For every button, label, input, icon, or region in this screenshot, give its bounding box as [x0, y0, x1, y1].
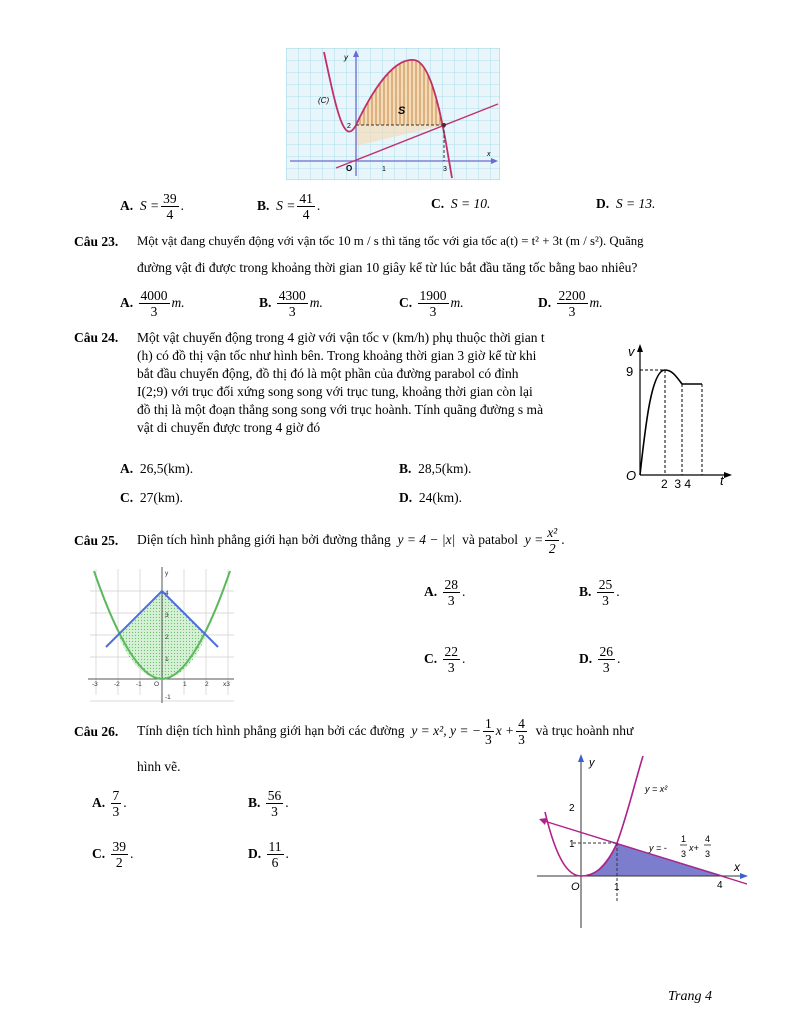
tick-xm1: -1	[136, 681, 142, 688]
label-c: (C)	[318, 96, 330, 105]
origin-label: O	[571, 881, 580, 893]
figure-q22	[286, 48, 500, 180]
label-y: y	[344, 53, 348, 62]
q23-text-line1: Một vật đang chuyển động với vận tốc 10 m / s thì tăng tốc với gia tốc a(t) = t² + 3t (m / s²). Quãng	[137, 234, 644, 248]
figure-q24	[620, 340, 740, 490]
q25-text: Diện tích hình phẳng giới hạn bởi đường thẳng y = 4 − |x| và patabol y = $\frac{\text{x²}}{2}$ .	[137, 524, 565, 556]
tick-x2: 2	[205, 681, 209, 688]
label-line-n1: 1	[681, 834, 687, 844]
tick-y3: 3	[165, 612, 169, 619]
q26-option-c[interactable]: C. $\frac{39}{2}$ .	[92, 838, 134, 870]
label-line-d2: 3	[705, 849, 711, 859]
q24-option-a[interactable]: A. 26,5(km).	[120, 461, 194, 476]
q22-option-a[interactable]: A. S = $\frac{39}{4}$ .	[120, 190, 184, 222]
q24-text	[137, 330, 607, 438]
axis-t-label: t	[720, 473, 724, 488]
tick-x4: 4	[717, 880, 723, 891]
q23-option-c[interactable]: C. $\frac{1900}{3}$ m.	[399, 287, 464, 319]
tick-3: 3	[443, 166, 447, 173]
tick-y1: 1	[569, 839, 575, 850]
q26-label: Câu 26.	[74, 724, 119, 739]
tick-2: 2	[347, 123, 351, 130]
q26-option-b[interactable]: B. $\frac{56}{3}$ .	[248, 787, 289, 819]
q22-option-b[interactable]: B. S = $\frac{41}{4}$ .	[257, 190, 321, 222]
tick-xm2: -2	[114, 681, 120, 688]
label-line-prefix: y = -	[649, 843, 667, 853]
q24-option-b[interactable]: B. 28,5(km).	[399, 461, 472, 476]
q25-option-c[interactable]: C. $\frac{22}{3}$ .	[424, 643, 466, 675]
q24-option-d[interactable]: D. 24(km).	[399, 490, 462, 505]
origin-label: O	[626, 468, 637, 483]
q24-line: vật di chuyển được trong 4 giờ đó	[137, 420, 321, 435]
tick-x3: x3	[223, 681, 230, 688]
q24-line: I(2;9) với trục đối xứng song song với trục tung, khoảng thời gian còn lại	[137, 384, 533, 399]
tick-y1: 1	[165, 656, 169, 663]
q26-option-d[interactable]: D. $\frac{11}{6}$ .	[248, 838, 289, 870]
q23-option-b[interactable]: B. $\frac{4300}{3}$ m.	[259, 287, 323, 319]
label-x: x	[487, 151, 491, 158]
figure-q25	[86, 565, 236, 705]
q26-text-line2: hình vẽ.	[137, 759, 181, 774]
q23-label: Câu 23.	[74, 234, 119, 249]
q26-text: Tính diện tích hình phẳng giới hạn bởi các đường y = x², y = − $\frac{1}{3}$ x + $\frac{4}{3}$ và trục hoành như	[137, 715, 634, 747]
q24-option-c[interactable]: C. 27(km).	[120, 490, 183, 505]
tick-labels: 2 3 4	[661, 477, 692, 490]
tick-x1: 1	[614, 882, 620, 893]
q24-label: Câu 24.	[74, 330, 119, 345]
label-line-mid: x+	[689, 843, 699, 853]
origin-label: O	[154, 681, 160, 688]
q25-option-d[interactable]: D. $\frac{26}{3}$ .	[579, 643, 621, 675]
q22-option-c[interactable]: C. S = 10.	[431, 196, 491, 211]
label-parabola: y = x²	[645, 784, 668, 794]
tick-9: 9	[626, 364, 634, 379]
label-o: O	[346, 164, 353, 173]
tick-x1: 1	[183, 681, 187, 688]
q23-option-d[interactable]: D. $\frac{2200}{3}$ m.	[538, 287, 603, 319]
tick-1: 1	[382, 166, 386, 173]
label-line-d1: 3	[681, 849, 687, 859]
tick-y2: 2	[165, 634, 169, 641]
tick-y2: 2	[569, 803, 575, 814]
q25-label: Câu 25.	[74, 533, 119, 548]
tick-xm3: -3	[92, 681, 98, 688]
q24-line: bắt đầu chuyển động, đồ thị đó là một phần của đường parabol có đỉnh	[137, 366, 519, 381]
q25-option-b[interactable]: B. $\frac{25}{3}$ .	[579, 576, 620, 608]
q24-line: (h) có đồ thị vận tốc như hình bên. Trong khoảng thời gian 3 giờ kể từ khi	[137, 348, 537, 363]
q24-line: đồ thị là một đoạn thẳng song song với trục hoành. Tính quãng đường s mà	[137, 402, 544, 417]
axis-y-label: y	[165, 570, 169, 577]
axis-x-label: x	[734, 860, 740, 874]
page-number: Trang 4	[668, 989, 712, 1004]
tick-y4: 4	[165, 590, 169, 597]
q23-option-a[interactable]: A. $\frac{4000}{3}$ m.	[120, 287, 185, 319]
tick-ym1: -1	[165, 694, 171, 701]
q23-text-line2: đường vật đi được trong khoảng thời gian 10 giây kể từ lúc bắt đầu tăng tốc bằng bao nhiêu?	[137, 260, 638, 275]
axis-y-label: y	[589, 757, 595, 769]
q26-option-a[interactable]: A. $\frac{7}{3}$ .	[92, 787, 127, 819]
q22-option-d[interactable]: D. S = 13.	[596, 196, 656, 211]
label-s: S	[398, 105, 406, 117]
figure-q26	[535, 752, 750, 932]
label-line-n2: 4	[705, 834, 711, 844]
q25-option-a[interactable]: A. $\frac{28}{3}$ .	[424, 576, 466, 608]
q24-line: Một vật chuyển động trong 4 giờ với vận tốc v (km/h) phụ thuộc thời gian t	[137, 330, 545, 345]
axis-v-label: v	[628, 344, 635, 359]
